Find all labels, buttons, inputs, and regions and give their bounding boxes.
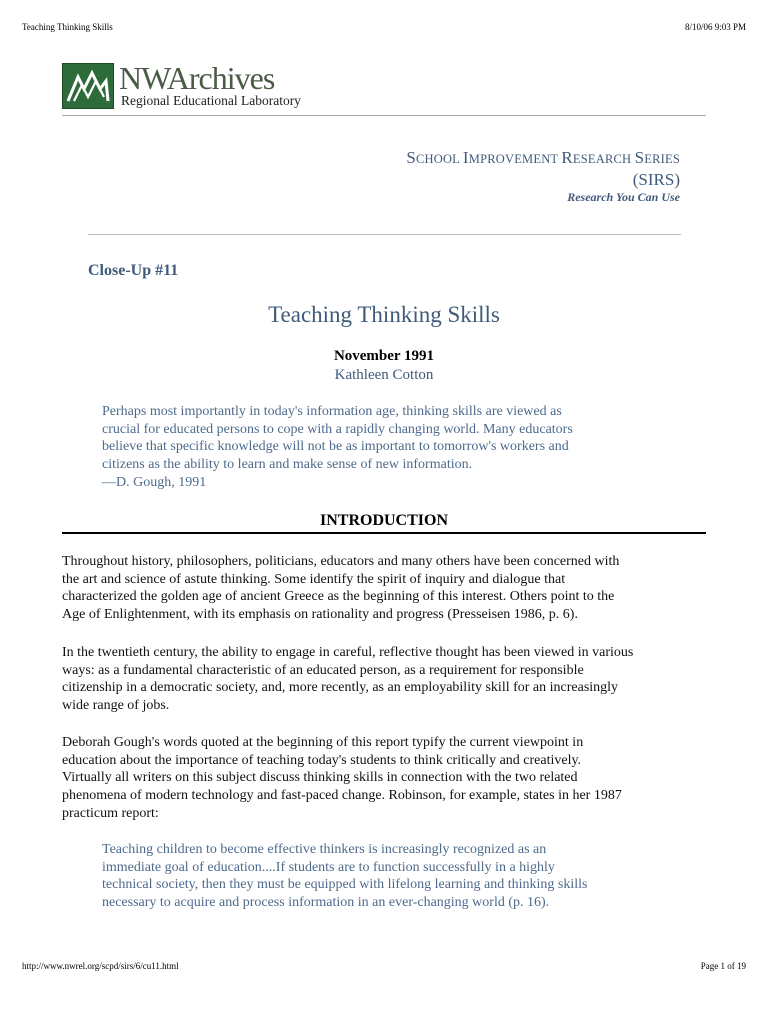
quote-line: immediate goal of education....If students are to function successfully in a highly (102, 859, 555, 875)
paragraph-line: Age of Enlightenment, with its emphasis on rationality and progress (Presseisen 1986, p. 6). (62, 607, 578, 623)
series-title-part: MPROVEMENT (468, 152, 562, 166)
quote-line: necessary to acquire and process information in an ever-changing world (p. 16). (102, 895, 550, 911)
paragraph-line: education about the importance of teaching today's students to think critically and creatively. (62, 752, 582, 768)
series-title-part: I (462, 148, 469, 167)
series-title[interactable] (406, 148, 680, 168)
paragraph (62, 644, 710, 715)
series-title-part: R (561, 148, 573, 167)
series-abbreviation[interactable]: (SIRS) (632, 170, 680, 189)
epigraph-attribution: —D. Gough, 1991 (102, 474, 207, 490)
logo-wordmark: NWArchives (119, 60, 275, 96)
print-footer-page: Page 1 of 19 (700, 961, 746, 971)
series-title-part: S (406, 148, 416, 167)
epigraph-quote (102, 403, 662, 492)
quote-line: technical society, then they must be equipped with lifelong learning and thinking skills (102, 877, 588, 893)
logo-subtitle: Regional Educational Laboratory (121, 93, 301, 108)
epigraph-line: believe that specific knowledge will not be as important to tomorrow's workers and (102, 439, 569, 455)
series-divider (88, 234, 681, 235)
quote-line: Teaching children to become effective thinkers is increasingly recognized as an (102, 842, 547, 857)
paragraph-line: ways: as a fundamental characteristic of an educated person, as a requirement for responsible (62, 662, 584, 678)
paragraph-line: Throughout history, philosophers, politicians, educators and many others have been concerned with (62, 554, 620, 569)
section-rule (62, 532, 706, 534)
epigraph-line: citizens as the ability to learn and make sense of new information. (102, 457, 473, 473)
series-title-part: ERIES (644, 152, 680, 166)
epigraph-line: crucial for educated persons to cope with a rapidly changing world. Many educators (102, 421, 573, 437)
paragraph-line: Virtually all writers on this subject discuss thinking skills in connection with the two related (62, 770, 578, 786)
paragraph-line: characterized the golden age of ancient Greece as the beginning of this interest. Others point to the (62, 589, 615, 605)
paragraph-line: Deborah Gough's words quoted at the beginning of this report typify the current viewpoint in (62, 735, 584, 750)
print-header-title: Teaching Thinking Skills (22, 22, 113, 32)
closeup-label: Close-Up #11 (88, 262, 179, 279)
paragraph-line: phenomena of modern technology and fast-paced change. Robinson, for example, states in her 1987 (62, 788, 622, 804)
paragraph-line: the art and science of astute thinking. Some identify the spirit of inquiry and dialogue that (62, 571, 566, 587)
publication-date: November 1991 (333, 348, 435, 364)
series-title-part: CHOOL (415, 152, 463, 166)
section-heading: INTRODUCTION (319, 512, 448, 529)
series-title-part: S (634, 148, 645, 167)
paragraph (62, 553, 710, 624)
page-title: Teaching Thinking Skills (268, 302, 500, 327)
nwarchives-logo[interactable] (62, 60, 301, 109)
series-title-part: ESEARCH (572, 152, 635, 166)
paragraph-line: practicum report: (62, 805, 159, 821)
mountains-icon (62, 63, 114, 109)
print-header-datetime: 8/10/06 9:03 PM (684, 22, 746, 32)
block-quote (102, 841, 682, 912)
epigraph-line: Perhaps most importantly in today's information age, thinking skills are viewed as (102, 404, 562, 419)
paragraph-line: citizenship in a democratic society, and, more recently, as an employability skill for an increasingly (62, 680, 619, 696)
print-footer-url: http://www.nwrel.org/scpd/sirs/6/cu11.html (22, 961, 179, 971)
paragraph-line: wide range of jobs. (62, 698, 170, 714)
paragraph-line: In the twentieth century, the ability to engage in careful, reflective thought has been viewed in various (62, 645, 634, 660)
paragraph (62, 734, 710, 823)
author-name[interactable]: Kathleen Cotton (334, 367, 434, 383)
header-divider (62, 115, 706, 116)
series-tagline: Research You Can Use (567, 190, 680, 204)
